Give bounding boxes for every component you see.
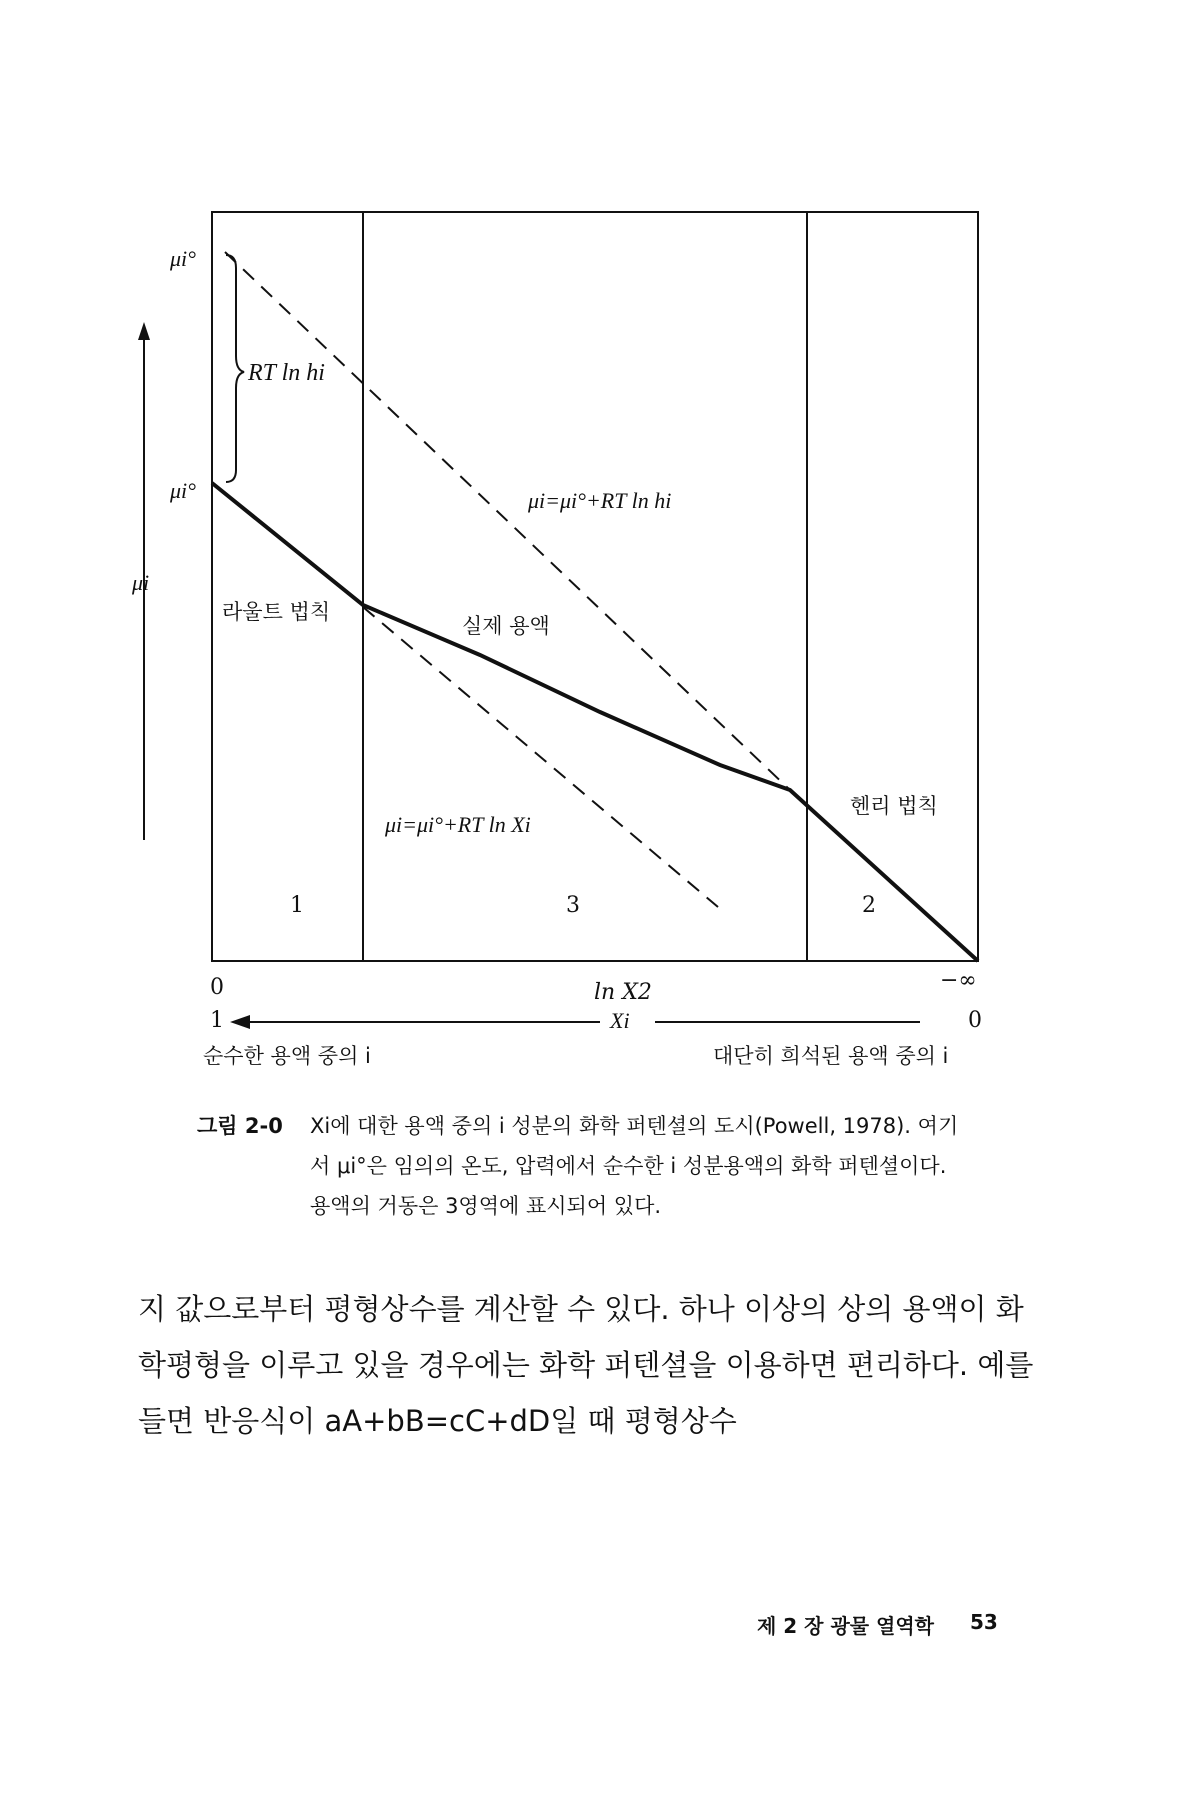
raoult-law-label: 라울트 법칙	[222, 600, 331, 624]
mu-star-label: μi°	[170, 246, 196, 271]
xi-right-zero: 0	[968, 1008, 982, 1033]
caption-line-3: 용액의 거동은 3영역에 표시되어 있다.	[310, 1194, 662, 1218]
rt-ln-h-brace	[226, 255, 244, 482]
caption-line-1: Xi에 대한 용액 중의 i 성분의 화학 퍼텐셜의 도시(Powell, 1978). 여기	[310, 1114, 959, 1138]
x-left-zero: 0	[210, 975, 224, 1000]
xi-arrowhead	[230, 1015, 250, 1029]
body-line-1: 지 값으로부터 평형상수를 계산할 수 있다. 하나 이상의 상의 용액이 화	[138, 1292, 1024, 1326]
body-line-3: 들면 반응식이 aA+bB=cC+dD일 때 평형상수	[138, 1404, 737, 1438]
region-3-label: 3	[566, 893, 580, 918]
xi-left-one: 1	[210, 1008, 224, 1033]
figure-number: 그림 2-0	[197, 1114, 283, 1138]
page-number: 53	[970, 1610, 998, 1634]
raoult-dashed-line	[363, 607, 718, 907]
henry-dashed-line	[225, 252, 790, 790]
henry-line-label: μi=μi°+RT ln hi	[528, 488, 672, 513]
caption-line-2: 서 μi°은 임의의 온도, 압력에서 순수한 i 성분용액의 화학 퍼텐셜이다.	[310, 1154, 947, 1178]
x-right-infinity: −∞	[940, 968, 977, 993]
raoult-line-label: μi=μi°+RT ln Xi	[385, 812, 531, 837]
xi-label: Xi	[610, 1008, 630, 1033]
x-axis-label: ln X2	[594, 980, 652, 1005]
henry-law-label: 헨리 법칙	[850, 794, 938, 818]
chapter-title: 제 2 장 광물 열역학	[757, 1614, 935, 1638]
y-axis-arrowhead	[138, 322, 150, 340]
body-line-2: 학평형을 이루고 있을 경우에는 화학 퍼텐셜을 이용하면 편리하다. 예를	[138, 1348, 1034, 1382]
left-axis-caption: 순수한 용액 중의 i	[203, 1044, 371, 1068]
real-solution-label: 실제 용액	[462, 614, 550, 638]
right-axis-caption: 대단히 희석된 용액 중의 i	[713, 1044, 949, 1068]
region-2-label: 2	[862, 893, 876, 918]
region-1-label: 1	[290, 893, 304, 918]
mu-zero-label: μi°	[170, 478, 196, 503]
brace-label: RT ln hi	[248, 360, 325, 386]
real-solution-curve	[212, 483, 978, 961]
y-axis-label: μi	[132, 570, 150, 595]
figure-frame	[212, 212, 978, 961]
